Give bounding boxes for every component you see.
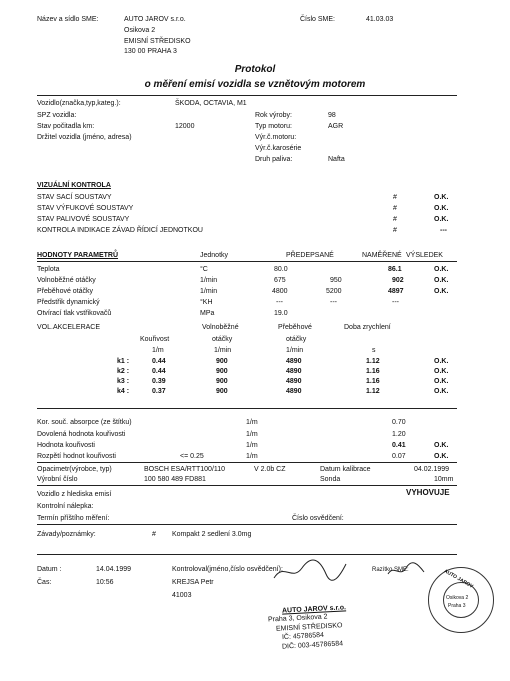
station-line-4: 130 00 PRAHA 3 [124,48,177,55]
param-row-4-name: Předstřik dynamický [37,299,100,306]
company-stamp-line-1: Praha 3, Osikova 2 [267,613,328,624]
company-stamp-line-2: EMISNÍ STŘEDISKO [275,622,343,633]
accel-col-idle-1: Volnoběžné [202,324,239,331]
param-row-4-measured: --- [392,299,399,306]
engine-label: Typ motoru: [255,123,292,130]
params-unit-header: Jednotky [200,252,229,259]
visual-row-2-result: O.K. [434,205,449,212]
summary-row-3-value: 0.41 [392,442,406,449]
vehicle-type-value: ŠKODA, OCTAVIA, M1 [175,100,247,107]
param-row-1-name: Teplota [37,266,60,273]
calibration-value: 04.02.1999 [414,466,450,473]
summary-row-2-label: Dovolená hodnota kouřivosti [37,431,126,438]
visual-row-1-result: O.K. [434,194,449,201]
accel-row-3-max: 4890 [286,378,302,385]
next-measurement-label: Termín příštího měření: [37,515,110,522]
visual-row-3-result: O.K. [434,216,449,223]
accel-row-2-smoke: 0.44 [152,368,166,375]
visual-row-1-label: STAV SACÍ SOUSTAVY [37,194,112,201]
summary-row-2-unit: 1/m [246,431,258,438]
visual-row-4-mark: # [393,227,397,234]
param-row-1-measured: 86.1 [388,266,402,273]
inspector-label: Kontroloval(jméno,číslo osvědčení): [172,566,283,573]
engine-no-label: Výr.č.motoru: [255,134,297,141]
device-divider [37,485,457,486]
accel-unit-idle: 1/min [214,347,232,354]
verdict-value: VYHOVUJE [406,488,450,497]
accel-row-3-time: 1.16 [366,378,380,385]
defects-label: Závady/poznámky: [37,531,96,538]
visual-row-3-label: STAV PALIVOVÉ SOUSTAVY [37,216,130,223]
param-row-4-unit: °KH [200,299,213,306]
device-value: BOSCH ESA/RTT100/110 [144,466,226,473]
param-row-3-unit: 1/min [200,288,218,295]
round-stamp-line-2: Osikova 2 [446,595,469,601]
sme-value: 41.03.03 [366,16,394,23]
param-row-2-max: 950 [330,277,342,284]
fuel-value: Nafta [328,156,345,163]
accel-heading: VOL.AKCELERACE [37,324,101,331]
params-result-header: VÝSLEDEK [406,252,443,259]
summary-row-1-label: Kor. souč. absorpce (ze štítku) [37,419,132,426]
summary-divider [37,462,457,463]
accel-row-4-max: 4890 [286,388,302,395]
accel-row-3-k: k3 : [117,378,130,385]
param-row-1-unit: °C [200,266,208,273]
km-label: Stav počitadla km: [37,123,95,130]
summary-row-1-unit: 1/m [246,419,258,426]
time-label: Čas: [37,579,52,586]
accel-row-2-k: k2 : [117,368,130,375]
visual-row-2-label: STAV VÝFUKOVÉ SOUSTAVY [37,205,134,212]
km-value: 12000 [175,123,195,130]
param-row-3-measured: 4897 [388,288,404,295]
body-no-label: Výr.č.karosérie [255,145,302,152]
footer-divider-2 [37,554,457,555]
params-measured-header: NAMĚŘENÉ [362,252,402,259]
sme-label: Číslo SME: [300,16,336,23]
company-stamp-line-4: DIČ: 003-45786584 [281,640,344,651]
visual-row-1-mark: # [393,194,397,201]
accel-row-2-time: 1.16 [366,368,380,375]
round-stamp-line-3: Praha 3 [448,603,466,609]
visual-row-4-result: --- [440,227,447,234]
param-row-5-name: Otvírací tlak vstřikovačů [37,310,112,317]
param-row-5-min: 19.0 [274,310,288,317]
document-title: Protokol [234,64,276,75]
verdict-label: Vozidlo z hlediska emisí [37,491,112,498]
param-row-3-max: 5200 [326,288,342,295]
title-divider [37,95,457,96]
param-row-1-min: 80.0 [274,266,288,273]
accel-row-3-smoke: 0.39 [152,378,166,385]
station-line-1: AUTO JAROV s.r.o. [124,16,186,23]
params-heading: HODNOTY PARAMETRŮ [37,252,119,259]
visual-row-2-mark: # [393,205,397,212]
accel-row-2-result: O.K. [434,368,449,375]
summary-row-3-result: O.K. [434,442,449,449]
company-stamp-title: AUTO JAROV s.r.o. [281,604,347,615]
summary-row-2-value: 1.20 [392,431,406,438]
defects-value: Kompakt 2 sedlení 3.0mg [172,531,252,538]
accel-row-2-max: 4890 [286,368,302,375]
summary-row-4-label: Rozpětí hodnot kouřivosti [37,453,116,460]
accel-col-time: Doba zrychlení [344,324,391,331]
inspector-name: KREJSA Petr [172,579,214,586]
accel-row-4-k: k4 : [117,388,130,395]
accel-row-3-result: O.K. [434,378,449,385]
accel-row-4-result: O.K. [434,388,449,395]
stamp-label: Razítko SME: [372,567,409,573]
param-row-3-result: O.K. [434,288,449,295]
probe-label: Sonda [320,476,341,483]
accel-col-max-2: otáčky [286,336,307,343]
fuel-label: Druh paliva: [255,156,293,163]
year-label: Rok výroby: [255,112,292,119]
device-version: V 2.0b CZ [254,466,286,473]
summary-row-3-unit: 1/m [246,442,258,449]
param-row-5-unit: MPa [200,310,215,317]
year-value: 98 [328,112,336,119]
accel-row-2-idle: 900 [216,368,228,375]
station-line-2: Osikova 2 [124,27,156,34]
accel-col-idle-2: otáčky [212,336,233,343]
date-value: 14.04.1999 [96,566,132,573]
summary-row-4-unit: 1/m [246,453,258,460]
vehicle-type-label: Vozidlo(značka,typ,kateg.): [37,100,121,107]
visual-row-3-mark: # [393,216,397,223]
param-row-2-unit: 1/min [200,277,218,284]
sticker-label: Kontrolní nálepka: [37,503,94,510]
inspector-number: 41003 [172,592,192,599]
date-label: Datum : [37,566,62,573]
param-row-2-name: Volnoběžné otáčky [37,277,96,284]
accel-row-1-result: O.K. [434,358,449,365]
summary-row-4-value: 0.07 [392,453,406,460]
footer-divider [37,524,457,525]
accel-row-1-k: k1 : [117,358,130,365]
params-spec-header: PŘEDEPSANÉ [286,252,334,259]
accel-unit-smoke: 1/m [152,347,164,354]
accel-row-1-time: 1.12 [366,358,380,365]
accel-col-max-1: Přeběhové [278,324,312,331]
accel-divider [37,408,457,409]
serial-value: 100 580 489 FD881 [144,476,206,483]
param-row-2-min: 675 [274,277,286,284]
accel-row-4-time: 1.12 [366,388,380,395]
accel-row-1-idle: 900 [216,358,228,365]
accel-unit-max: 1/min [286,347,304,354]
serial-label: Výrobní číslo [37,476,78,483]
device-label: Opacimetr(výrobce, typ) [37,466,112,473]
document-subtitle: o měření emisí vozidla se vznětovým motorem [144,79,366,90]
defects-mark: # [152,531,156,538]
round-stamp-line-1: AUTO JAROV [442,568,475,590]
company-stamp-line-3: IČ: 45786584 [281,631,325,642]
accel-row-4-smoke: 0.37 [152,388,166,395]
accel-unit-time: s [372,347,376,354]
param-row-1-result: O.K. [434,266,449,273]
param-row-2-result: O.K. [434,277,449,284]
owner-label: Držitel vozidla (jméno, adresa) [37,134,132,141]
accel-row-3-idle: 900 [216,378,228,385]
accel-row-1-max: 4890 [286,358,302,365]
visual-row-4-label: KONTROLA INDIKACE ZÁVAD ŘÍDICÍ JEDNOTKOU [37,227,203,234]
param-row-3-min: 4800 [272,288,288,295]
params-divider [37,261,457,262]
summary-row-3-label: Hodnota kouřivosti [37,442,95,449]
station-label: Název a sídlo SME: [37,16,99,23]
param-row-4-min: --- [276,299,283,306]
param-row-3-name: Přeběhové otáčky [37,288,94,295]
accel-row-4-idle: 900 [216,388,228,395]
accel-col-smoke: Kouřivost [140,336,170,343]
time-value: 10:56 [96,579,114,586]
summary-row-4-result: O.K. [434,453,449,460]
calibration-label: Datum kalibrace [320,466,371,473]
summary-row-1-value: 0.70 [392,419,406,426]
station-line-3: EMISNÍ STŘEDISKO [124,38,191,45]
summary-row-4-limit: <= 0.25 [180,453,204,460]
stamp-signature [386,560,426,580]
param-row-2-measured: 902 [392,277,404,284]
accel-row-1-smoke: 0.44 [152,358,166,365]
probe-value: 10mm [434,476,454,483]
inspector-signature [270,556,350,586]
param-row-4-max: --- [330,299,337,306]
spz-label: SPZ vozidla: [37,112,77,119]
engine-value: AGR [328,123,344,130]
certificate-label: Číslo osvědčení: [292,515,344,522]
visual-heading: VIZUÁLNÍ KONTROLA [37,182,111,189]
